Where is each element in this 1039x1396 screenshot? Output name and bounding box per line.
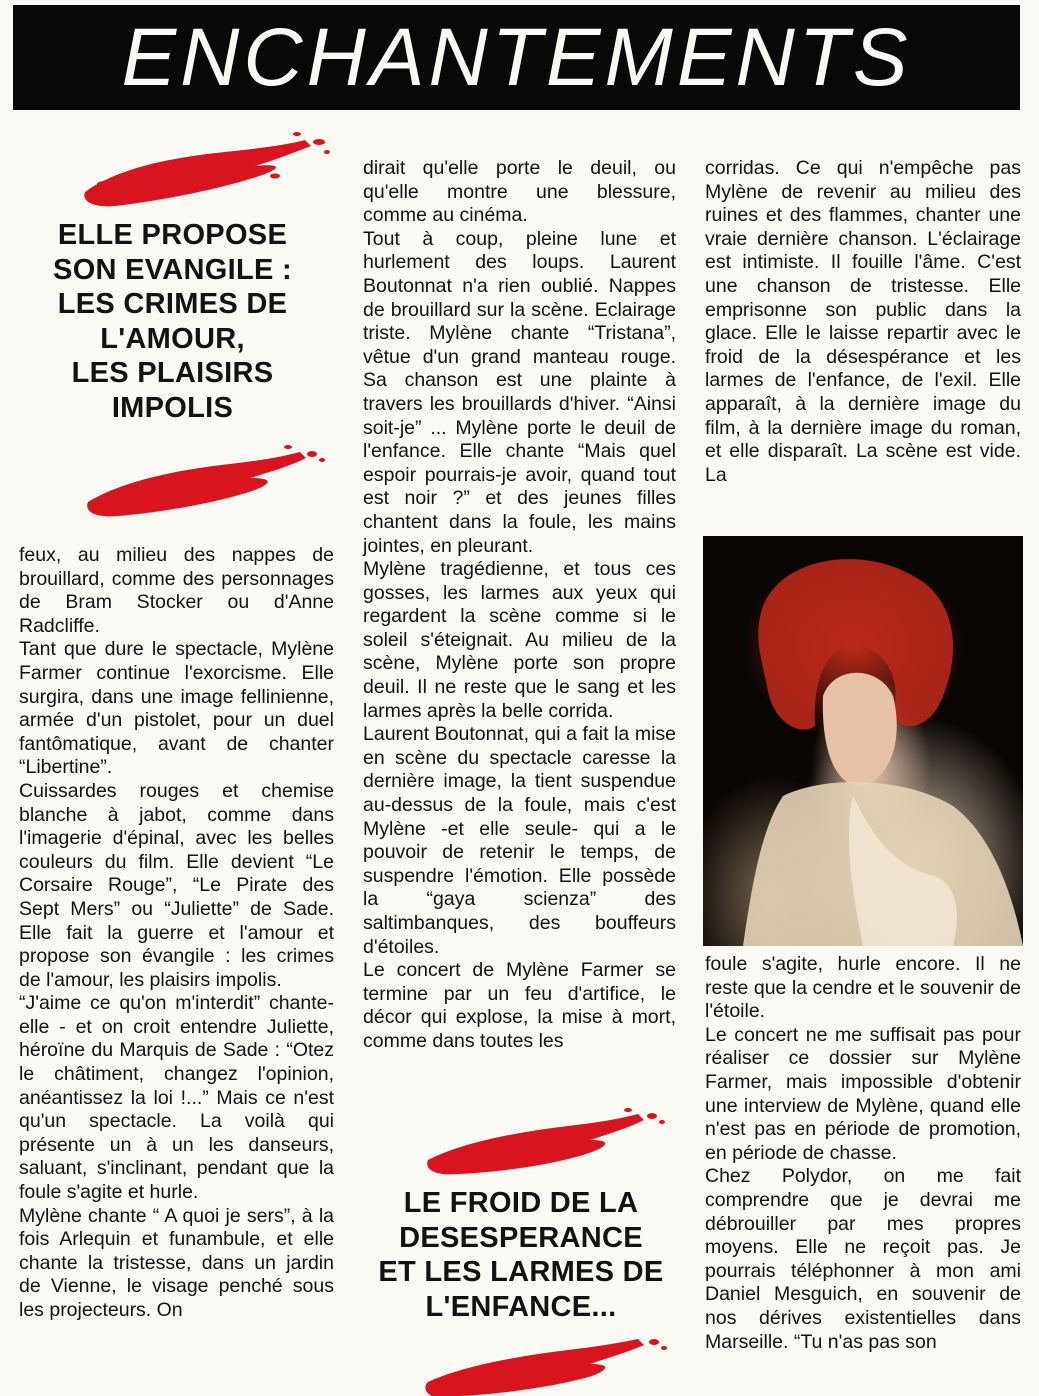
pullquote-line: SON EVANGILE :: [53, 253, 292, 286]
column-1: [19, 544, 334, 1323]
pullquote-top: [30, 218, 315, 425]
pullquote-line: IMPOLIS: [111, 391, 234, 424]
masthead-title: ENCHANTEMENTS: [121, 11, 912, 103]
pullquote-line: L'ENFANCE...: [425, 1290, 617, 1323]
column-2: [363, 157, 676, 1054]
paragraph: feux, au milieu des nappes de brouillard, comme des personnages de Bram Stocker ou d'Anne Radcliffe.: [19, 544, 334, 637]
pullquote-line: ET LES LARMES DE: [378, 1256, 664, 1288]
paragraph: foule s'agite, hurle encore. Il ne reste que la cendre et le souvenir de l'étoile.: [705, 953, 1021, 1023]
pullquote-bottom: [365, 1186, 677, 1324]
pullquote-line: L'AMOUR,: [100, 322, 245, 355]
paragraph: dirait qu'elle porte le deuil, ou qu'elle montre une blessure, comme au cinéma.: [363, 157, 676, 227]
column-3-top: [705, 157, 1021, 487]
paragraph: Laurent Boutonnat, qui a fait la mise en scène du spectacle caresse la dernière image, la tient suspendue au-dessus de la foule, mais c'est Mylène -et elle seule- qui a le pouvoir de retenir le temps, de suspendre l'émotion. Elle possède la “gaya scienza” des saltimbanques, des bouffeurs d'étoiles.: [363, 723, 676, 958]
pullquote-line: LE FROID DE LA: [403, 1187, 639, 1219]
paragraph: Mylène tragédienne, et tous ces gosses, les larmes aux yeux qui regardent la scène comme si le soleil s'éteignait. Au milieu de la scène, Mylène porte son propre deuil. Il ne reste que le sang et les larmes après la belle corrida.: [363, 558, 676, 722]
red-splash-icon: [75, 130, 335, 210]
column-3-bottom: [705, 953, 1021, 1354]
red-splash-icon: [418, 1108, 668, 1178]
portrait-photo: [703, 536, 1023, 946]
paragraph: Le concert ne me suffisait pas pour réaliser ce dossier sur Mylène Farmer, mais impossible d'obtenir une interview de Mylène, quand elle n'est pas en période de promotion, en période de chasse.: [705, 1023, 1021, 1164]
red-splash-icon: [80, 444, 330, 520]
paragraph: Chez Polydor, on me fait comprendre que je devrai me débrouiller par mes propres moyens. Elle ne reçoit pas. Je pourrais téléphonner à mon ami Daniel Mesguich, en souvenir de nos dérives existentielles dans Marseille. “Tu n'as pas son: [705, 1165, 1021, 1353]
paragraph: “J'aime ce qu'on m'interdit” chante-elle - et on croit entendre Juliette, héroïne du Marquis de Sade : “Otez le châtiment, changez l'opinion, anéantissez la loi !...” Mais ce n'est qu'un spectacle. La voilà qui présente un à un les danseurs, saluant, s'inclinant, pendant que la foule s'agite et hurle.: [19, 992, 334, 1204]
paragraph: corridas. Ce qui n'empêche pas Mylène de revenir au milieu des ruines et des flammes, chanter une vraie dernière chanson. L'éclairage est intimiste. Il fouille l'âme. C'est une chanson de tristesse. Elle emprisonne son public dans la glace. Elle le laisse repartir avec le froid de la désespérance et les larmes de l'enfance, de l'exil. Elle apparaît, à la dernière image du film, à la dernière image du roman, et elle disparaît. La scène est vide. La: [705, 157, 1021, 486]
paragraph: Le concert de Mylène Farmer se termine par un feu d'artifice, le décor qui explose, la mise à mort, comme dans toutes les: [363, 959, 676, 1052]
paragraph: Mylène chante “ A quoi je sers”, à la fois Arlequin et funambule, et elle chante la tristesse, dans un jardin de Vienne, le visage penché sous les projecteurs. On: [19, 1204, 334, 1321]
paragraph: Tant que dure le spectacle, Mylène Farmer continue l'exorcisme. Elle surgira, dans une image fellinienne, armée d'un pistolet, pour un duel fantômatique, avant de chanter “Libertine”.: [19, 638, 334, 779]
paragraph: Tout à coup, pleine lune et hurlement des loups. Laurent Boutonnat n'a rien oublié. Nappes de brouillard sur la scène. Eclairage triste. Mylène chante “Tristana”, vêtue d'un grand manteau rouge. Sa chanson est une plainte à travers les brouillards d'hiver. “Ainsi soit-je” ... Mylène porte le deuil de l'enfance. Elle chante “Mais quel espoir pourrais-je avoir, quand tout est noir ?” et des jeunes filles chantent dans la foule, les mains jointes, en pleurant.: [363, 227, 676, 557]
pullquote-line: DESESPERANCE: [399, 1221, 643, 1254]
pullquote-line: LES CRIMES DE: [57, 288, 288, 320]
pullquote-line: ELLE PROPOSE: [57, 219, 288, 251]
paragraph: Cuissardes rouges et chemise blanche à jabot, comme dans l'imagerie d'épinal, avec les belles couleurs du film. Elle devient “Le Corsaire Rouge”, “Le Pirate des Sept Mers” ou “Juliette” de Sade. Elle fait la guerre et l'amour et propose son évangile : les crimes de l'amour, les plaisirs impolis.: [19, 779, 334, 991]
masthead: [13, 5, 1020, 110]
red-splash-icon: [418, 1336, 668, 1396]
pullquote-line: LES PLAISIRS: [71, 357, 274, 389]
portrait-image: [703, 536, 1023, 946]
